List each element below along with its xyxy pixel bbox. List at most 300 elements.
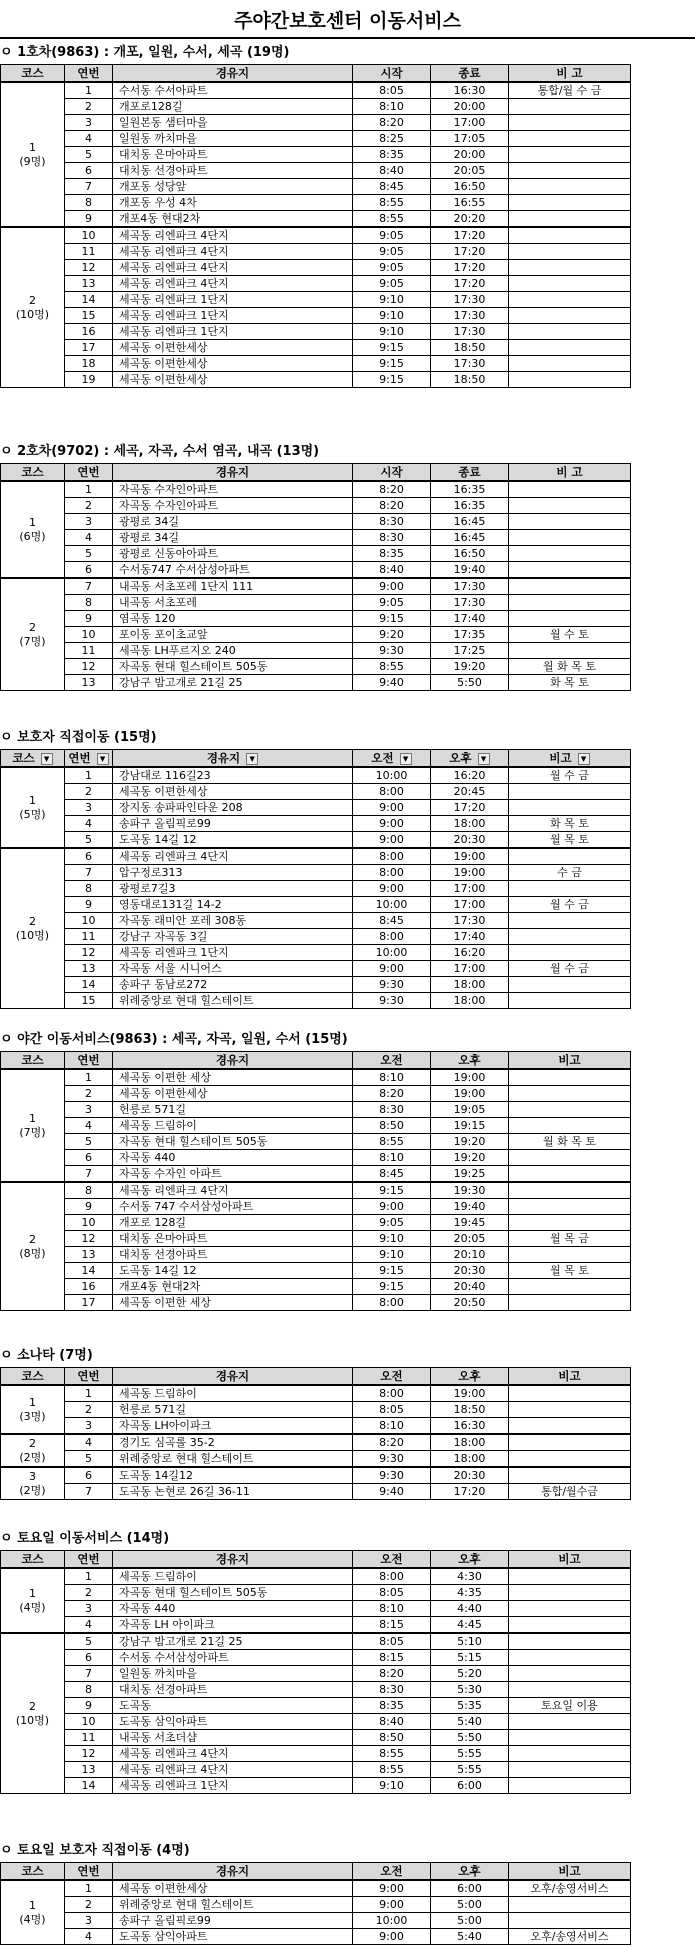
seq-cell: 1 bbox=[65, 1385, 113, 1402]
end-time-cell: 19:05 bbox=[431, 1102, 509, 1118]
column-header bbox=[113, 750, 353, 768]
stop-cell: 세곡동 이편한세상 bbox=[113, 784, 353, 800]
start-time-cell: 8:10 bbox=[353, 1069, 431, 1086]
end-time-cell: 17:20 bbox=[431, 244, 509, 260]
stop-cell: 위례중앙로 현대 힐스테이트 bbox=[113, 993, 353, 1009]
seq-cell: 2 bbox=[65, 99, 113, 115]
start-time-cell: 8:30 bbox=[353, 1682, 431, 1698]
note-cell: 월 수 금 bbox=[509, 961, 631, 977]
note-cell bbox=[509, 372, 631, 388]
table-row bbox=[1, 1714, 631, 1730]
note-cell bbox=[509, 1150, 631, 1166]
note-cell bbox=[509, 1682, 631, 1698]
note-cell: 월 화 목 토 bbox=[509, 1134, 631, 1150]
seq-cell: 12 bbox=[65, 1746, 113, 1762]
end-time-cell: 20:20 bbox=[431, 211, 509, 228]
start-time-cell: 9:00 bbox=[353, 1880, 431, 1897]
end-time-cell: 6:00 bbox=[431, 1880, 509, 1897]
end-time-cell: 5:40 bbox=[431, 1929, 509, 1945]
end-time-cell: 19:00 bbox=[431, 1385, 509, 1402]
stop-cell: 세곡동 이편한세상 bbox=[113, 372, 353, 388]
column-header bbox=[509, 1368, 631, 1386]
seq-cell: 3 bbox=[65, 800, 113, 816]
table-row bbox=[1, 481, 631, 498]
column-header bbox=[1, 1551, 65, 1569]
filter-dropdown-icon[interactable]: ▼ bbox=[478, 753, 490, 765]
column-header-label: 오전 bbox=[380, 1864, 403, 1878]
filter-dropdown-icon[interactable]: ▼ bbox=[41, 753, 53, 765]
note-cell bbox=[509, 578, 631, 595]
stop-cell: 포이동 포이초교앞 bbox=[113, 627, 353, 643]
end-time-cell: 20:30 bbox=[431, 832, 509, 849]
stop-cell: 송파구 올림픽로99 bbox=[113, 1913, 353, 1929]
column-header bbox=[431, 1863, 509, 1881]
seq-cell: 14 bbox=[65, 1263, 113, 1279]
table-row bbox=[1, 1601, 631, 1617]
table-row bbox=[1, 816, 631, 832]
section-title: ㅇ 토요일 이동서비스 (14명) bbox=[0, 1531, 170, 1546]
seq-cell: 13 bbox=[65, 276, 113, 292]
column-header-label: 경유지 bbox=[215, 1053, 250, 1067]
note-cell bbox=[509, 227, 631, 244]
seq-cell: 8 bbox=[65, 195, 113, 211]
course-label: 1 bbox=[29, 515, 36, 529]
end-time-cell: 17:20 bbox=[431, 800, 509, 816]
course-label: 3 bbox=[29, 1469, 36, 1483]
title-divider bbox=[0, 37, 695, 39]
seq-cell: 4 bbox=[65, 1929, 113, 1945]
table-row bbox=[1, 659, 631, 675]
start-time-cell: 9:00 bbox=[353, 578, 431, 595]
column-header-label: 시작 bbox=[380, 465, 403, 479]
table-row bbox=[1, 1166, 631, 1183]
start-time-cell: 8:20 bbox=[353, 498, 431, 514]
end-time-cell: 18:00 bbox=[431, 993, 509, 1009]
start-time-cell: 8:55 bbox=[353, 1746, 431, 1762]
schedule-table bbox=[0, 64, 631, 388]
course-cell bbox=[1, 1568, 65, 1633]
end-time-cell: 19:20 bbox=[431, 1134, 509, 1150]
end-time-cell: 16:45 bbox=[431, 514, 509, 530]
stop-cell: 개포동 성당앞 bbox=[113, 179, 353, 195]
start-time-cell: 8:10 bbox=[353, 99, 431, 115]
stop-cell: 경기도 심곡롤 35-2 bbox=[113, 1434, 353, 1451]
table-row bbox=[1, 1118, 631, 1134]
stop-cell: 도곡동 삼익아파트 bbox=[113, 1929, 353, 1945]
note-cell bbox=[509, 800, 631, 816]
column-header-label: 오후 bbox=[449, 751, 472, 765]
stop-cell: 내곡동 서초포레 bbox=[113, 595, 353, 611]
start-time-cell: 9:10 bbox=[353, 1247, 431, 1263]
table-header-row bbox=[1, 750, 631, 768]
table-row bbox=[1, 324, 631, 340]
section bbox=[0, 1345, 630, 1500]
table-row bbox=[1, 131, 631, 147]
filter-dropdown-icon[interactable]: ▼ bbox=[246, 753, 258, 765]
stop-cell: 자곡동 현대 힐스테이트 505동 bbox=[113, 659, 353, 675]
seq-cell: 4 bbox=[65, 1434, 113, 1451]
table-row bbox=[1, 929, 631, 945]
filter-dropdown-icon[interactable]: ▼ bbox=[578, 753, 590, 765]
section-title: ㅇ 1호차(9863) : 개포, 일원, 수서, 세곡 (19명) bbox=[0, 45, 290, 60]
seq-cell: 14 bbox=[65, 977, 113, 993]
table-row bbox=[1, 1199, 631, 1215]
seq-cell: 4 bbox=[65, 816, 113, 832]
end-time-cell: 19:30 bbox=[431, 1182, 509, 1199]
column-header bbox=[509, 65, 631, 83]
stop-cell: 자곡동 서울 시니어스 bbox=[113, 961, 353, 977]
end-time-cell: 19:45 bbox=[431, 1215, 509, 1231]
start-time-cell: 8:10 bbox=[353, 1601, 431, 1617]
end-time-cell: 19:20 bbox=[431, 659, 509, 675]
end-time-cell: 5:00 bbox=[431, 1913, 509, 1929]
table-row bbox=[1, 514, 631, 530]
stop-cell: 광평로7길3 bbox=[113, 881, 353, 897]
stop-cell: 세곡동 리엔파크 1단지 bbox=[113, 308, 353, 324]
seq-cell: 5 bbox=[65, 1134, 113, 1150]
course-label: 1 bbox=[29, 793, 36, 807]
schedule-table bbox=[0, 1550, 631, 1794]
seq-cell: 9 bbox=[65, 211, 113, 228]
column-header-label: 오전 bbox=[380, 1552, 403, 1566]
stop-cell: 강남구 밤고개로 21길 25 bbox=[113, 1633, 353, 1650]
stop-cell: 세곡동 리엔파크 1단지 bbox=[113, 945, 353, 961]
start-time-cell: 9:30 bbox=[353, 1451, 431, 1468]
end-time-cell: 19:00 bbox=[431, 1069, 509, 1086]
end-time-cell: 20:50 bbox=[431, 1295, 509, 1311]
stop-cell: 송파구 동남로272 bbox=[113, 977, 353, 993]
column-header-label: 연번 bbox=[77, 1864, 100, 1878]
start-time-cell: 8:40 bbox=[353, 1714, 431, 1730]
seq-cell: 5 bbox=[65, 1633, 113, 1650]
end-time-cell: 5:20 bbox=[431, 1666, 509, 1682]
start-time-cell: 8:15 bbox=[353, 1617, 431, 1634]
note-cell bbox=[509, 340, 631, 356]
course-label: 2 bbox=[29, 1436, 36, 1450]
column-header bbox=[65, 750, 113, 768]
end-time-cell: 17:30 bbox=[431, 308, 509, 324]
seq-cell: 8 bbox=[65, 595, 113, 611]
note-cell: 오후/송영서비스 bbox=[509, 1929, 631, 1945]
column-header bbox=[113, 1368, 353, 1386]
start-time-cell: 10:00 bbox=[353, 767, 431, 784]
start-time-cell: 9:00 bbox=[353, 1897, 431, 1913]
column-header-label: 연번 bbox=[77, 1053, 100, 1067]
stop-cell: 세곡동 이편한 세상 bbox=[113, 1295, 353, 1311]
note-cell: 통합/월 수 금 bbox=[509, 82, 631, 99]
seq-cell: 1 bbox=[65, 1069, 113, 1086]
schedule-table bbox=[0, 749, 631, 1009]
table-row bbox=[1, 627, 631, 643]
note-cell bbox=[509, 1633, 631, 1650]
course-label: 1 bbox=[29, 1586, 36, 1600]
seq-cell: 8 bbox=[65, 1182, 113, 1199]
column-header-label: 오후 bbox=[458, 1552, 481, 1566]
seq-cell: 13 bbox=[65, 1247, 113, 1263]
stop-cell: 세곡동 리엔파크 4단지 bbox=[113, 1762, 353, 1778]
note-cell bbox=[509, 481, 631, 498]
table-row bbox=[1, 865, 631, 881]
column-header bbox=[353, 1863, 431, 1881]
end-time-cell: 17:30 bbox=[431, 913, 509, 929]
end-time-cell: 18:00 bbox=[431, 816, 509, 832]
stop-cell: 수서동 747 수서삼성아파트 bbox=[113, 1199, 353, 1215]
seq-cell: 3 bbox=[65, 1418, 113, 1435]
note-cell bbox=[509, 308, 631, 324]
seq-cell: 15 bbox=[65, 308, 113, 324]
note-cell bbox=[509, 848, 631, 865]
end-time-cell: 4:45 bbox=[431, 1617, 509, 1634]
stop-cell: 개포동 우성 4차 bbox=[113, 195, 353, 211]
stop-cell: 세곡동 이편한세상 bbox=[113, 1880, 353, 1897]
seq-cell: 13 bbox=[65, 675, 113, 691]
note-cell bbox=[509, 1451, 631, 1468]
stop-cell: 자곡동 수자인아파트 bbox=[113, 481, 353, 498]
section-title: ㅇ 2호차(9702) : 세곡, 자곡, 수서 염곡, 내곡 (13명) bbox=[0, 444, 320, 459]
seq-cell: 6 bbox=[65, 848, 113, 865]
seq-cell: 4 bbox=[65, 1617, 113, 1634]
table-row bbox=[1, 643, 631, 659]
start-time-cell: 9:00 bbox=[353, 881, 431, 897]
start-time-cell: 9:10 bbox=[353, 1231, 431, 1247]
seq-cell: 16 bbox=[65, 324, 113, 340]
end-time-cell: 17:00 bbox=[431, 115, 509, 131]
start-time-cell: 9:40 bbox=[353, 1484, 431, 1500]
end-time-cell: 5:30 bbox=[431, 1682, 509, 1698]
seq-cell: 10 bbox=[65, 1714, 113, 1730]
column-header-label: 연번 bbox=[68, 751, 91, 765]
note-cell bbox=[509, 1295, 631, 1311]
note-cell: 월 수 금 bbox=[509, 897, 631, 913]
end-time-cell: 6:00 bbox=[431, 1778, 509, 1794]
start-time-cell: 9:05 bbox=[353, 1215, 431, 1231]
stop-cell: 대치동 은마아파트 bbox=[113, 1231, 353, 1247]
course-cell bbox=[1, 578, 65, 691]
seq-cell: 5 bbox=[65, 832, 113, 849]
note-cell: 수 금 bbox=[509, 865, 631, 881]
stop-cell: 세곡동 이편한세상 bbox=[113, 340, 353, 356]
start-time-cell: 8:00 bbox=[353, 1295, 431, 1311]
seq-cell: 2 bbox=[65, 1585, 113, 1601]
note-cell bbox=[509, 993, 631, 1009]
start-time-cell: 9:15 bbox=[353, 340, 431, 356]
table-row bbox=[1, 530, 631, 546]
filter-dropdown-icon[interactable]: ▼ bbox=[97, 753, 109, 765]
stop-cell: 자곡동 LH아이파크 bbox=[113, 1418, 353, 1435]
start-time-cell: 10:00 bbox=[353, 1913, 431, 1929]
schedule-table bbox=[0, 1862, 631, 1945]
section-title: ㅇ 토요일 보호자 직접이동 (4명) bbox=[0, 1843, 190, 1858]
start-time-cell: 8:55 bbox=[353, 1134, 431, 1150]
end-time-cell: 17:20 bbox=[431, 227, 509, 244]
end-time-cell: 16:50 bbox=[431, 179, 509, 195]
stop-cell: 세곡동 이편한세상 bbox=[113, 356, 353, 372]
end-time-cell: 20:10 bbox=[431, 1247, 509, 1263]
column-header-label: 시작 bbox=[380, 66, 403, 80]
stop-cell: 세곡동 리엔파크 1단지 bbox=[113, 292, 353, 308]
start-time-cell: 10:00 bbox=[353, 897, 431, 913]
start-time-cell: 9:05 bbox=[353, 227, 431, 244]
stop-cell: 송파구 올림픽로99 bbox=[113, 816, 353, 832]
end-time-cell: 20:45 bbox=[431, 784, 509, 800]
note-cell: 화 목 토 bbox=[509, 675, 631, 691]
seq-cell: 7 bbox=[65, 865, 113, 881]
column-header-label: 연번 bbox=[77, 1552, 100, 1566]
seq-cell: 7 bbox=[65, 179, 113, 195]
start-time-cell: 8:20 bbox=[353, 481, 431, 498]
seq-cell: 6 bbox=[65, 163, 113, 179]
note-cell bbox=[509, 1215, 631, 1231]
end-time-cell: 5:00 bbox=[431, 1897, 509, 1913]
table-row bbox=[1, 1730, 631, 1746]
stop-cell: 자곡동 440 bbox=[113, 1601, 353, 1617]
table-row bbox=[1, 546, 631, 562]
table-row bbox=[1, 1279, 631, 1295]
seq-cell: 8 bbox=[65, 881, 113, 897]
table-row bbox=[1, 99, 631, 115]
column-header bbox=[65, 1863, 113, 1881]
note-cell: 통합/월수금 bbox=[509, 1484, 631, 1500]
course-label: 1 bbox=[29, 1111, 36, 1125]
seq-cell: 12 bbox=[65, 945, 113, 961]
seq-cell: 9 bbox=[65, 1698, 113, 1714]
course-label: (7명) bbox=[19, 1125, 46, 1139]
note-cell bbox=[509, 1714, 631, 1730]
column-header-label: 오후 bbox=[458, 1053, 481, 1067]
end-time-cell: 16:30 bbox=[431, 82, 509, 99]
note-cell bbox=[509, 1086, 631, 1102]
start-time-cell: 9:15 bbox=[353, 356, 431, 372]
end-time-cell: 17:00 bbox=[431, 897, 509, 913]
start-time-cell: 10:00 bbox=[353, 945, 431, 961]
end-time-cell: 17:40 bbox=[431, 929, 509, 945]
course-cell bbox=[1, 848, 65, 1009]
column-header-label: 비고 bbox=[558, 1864, 581, 1878]
table-row bbox=[1, 1182, 631, 1199]
end-time-cell: 19:15 bbox=[431, 1118, 509, 1134]
course-label: 1 bbox=[29, 1898, 36, 1912]
start-time-cell: 9:10 bbox=[353, 1778, 431, 1794]
table-row bbox=[1, 356, 631, 372]
column-header bbox=[431, 65, 509, 83]
stop-cell: 세곡동 리엔파크 4단지 bbox=[113, 244, 353, 260]
stop-cell: 수서동 수서삼성아파트 bbox=[113, 1650, 353, 1666]
seq-cell: 9 bbox=[65, 1199, 113, 1215]
table-row bbox=[1, 1434, 631, 1451]
seq-cell: 5 bbox=[65, 546, 113, 562]
start-time-cell: 9:15 bbox=[353, 372, 431, 388]
table-header-row bbox=[1, 1368, 631, 1386]
end-time-cell: 5:40 bbox=[431, 1714, 509, 1730]
table-row bbox=[1, 1086, 631, 1102]
end-time-cell: 18:50 bbox=[431, 1402, 509, 1418]
table-row bbox=[1, 498, 631, 514]
start-time-cell: 9:40 bbox=[353, 675, 431, 691]
end-time-cell: 5:50 bbox=[431, 675, 509, 691]
stop-cell: 내곡동 서초더샵 bbox=[113, 1730, 353, 1746]
start-time-cell: 8:35 bbox=[353, 546, 431, 562]
note-cell bbox=[509, 530, 631, 546]
seq-cell: 7 bbox=[65, 1166, 113, 1183]
note-cell bbox=[509, 1650, 631, 1666]
table-row bbox=[1, 1418, 631, 1435]
start-time-cell: 9:30 bbox=[353, 993, 431, 1009]
note-cell: 화 목 토 bbox=[509, 816, 631, 832]
stop-cell: 세곡동 리엔파크 4단지 bbox=[113, 1746, 353, 1762]
seq-cell: 6 bbox=[65, 1650, 113, 1666]
start-time-cell: 9:05 bbox=[353, 595, 431, 611]
stop-cell: 장지동 송파파인타운 208 bbox=[113, 800, 353, 816]
end-time-cell: 16:55 bbox=[431, 195, 509, 211]
column-header-label: 비고 bbox=[558, 1552, 581, 1566]
table-row bbox=[1, 1231, 631, 1247]
seq-cell: 11 bbox=[65, 244, 113, 260]
stop-cell: 압구정로313 bbox=[113, 865, 353, 881]
column-header-label: 비고 bbox=[558, 1053, 581, 1067]
stop-cell: 개포4동 현대2차 bbox=[113, 211, 353, 228]
filter-dropdown-icon[interactable]: ▼ bbox=[400, 753, 412, 765]
table-row bbox=[1, 897, 631, 913]
stop-cell: 내곡동 서초포레 1단지 111 bbox=[113, 578, 353, 595]
note-cell bbox=[509, 131, 631, 147]
seq-cell: 2 bbox=[65, 498, 113, 514]
course-cell bbox=[1, 1467, 65, 1500]
seq-cell: 2 bbox=[65, 1402, 113, 1418]
stop-cell: 세곡동 리엔파크 4단지 bbox=[113, 1182, 353, 1199]
start-time-cell: 8:45 bbox=[353, 1166, 431, 1183]
column-header bbox=[65, 1551, 113, 1569]
end-time-cell: 17:30 bbox=[431, 578, 509, 595]
stop-cell: 세곡동 LH푸르지오 240 bbox=[113, 643, 353, 659]
table-row bbox=[1, 800, 631, 816]
note-cell bbox=[509, 276, 631, 292]
seq-cell: 6 bbox=[65, 562, 113, 579]
column-header-label: 경유지 bbox=[215, 1552, 250, 1566]
end-time-cell: 5:55 bbox=[431, 1762, 509, 1778]
section-title: ㅇ 보호자 직접이동 (15명) bbox=[0, 730, 157, 745]
column-header-label: 오전 bbox=[380, 1369, 403, 1383]
table-row bbox=[1, 1134, 631, 1150]
column-header-label: 코스 bbox=[21, 1552, 44, 1566]
stop-cell: 세곡동 드림하이 bbox=[113, 1385, 353, 1402]
stop-cell: 개포로128길 bbox=[113, 99, 353, 115]
note-cell bbox=[509, 945, 631, 961]
note-cell bbox=[509, 1118, 631, 1134]
seq-cell: 1 bbox=[65, 82, 113, 99]
stop-cell: 대치동 선경아파트 bbox=[113, 163, 353, 179]
end-time-cell: 17:20 bbox=[431, 1484, 509, 1500]
table-row bbox=[1, 1897, 631, 1913]
stop-cell: 세곡동 리엔파크 4단지 bbox=[113, 227, 353, 244]
end-time-cell: 16:20 bbox=[431, 945, 509, 961]
end-time-cell: 16:20 bbox=[431, 767, 509, 784]
course-label: 2 bbox=[29, 1699, 36, 1713]
column-header bbox=[353, 1551, 431, 1569]
note-cell bbox=[509, 643, 631, 659]
seq-cell: 5 bbox=[65, 147, 113, 163]
course-label: (3명) bbox=[19, 1409, 46, 1423]
start-time-cell: 8:50 bbox=[353, 1730, 431, 1746]
table-row bbox=[1, 1069, 631, 1086]
seq-cell: 11 bbox=[65, 643, 113, 659]
stop-cell: 수서동747 수서삼성아파트 bbox=[113, 562, 353, 579]
table-row bbox=[1, 1295, 631, 1311]
column-header bbox=[509, 1052, 631, 1070]
table-row bbox=[1, 1698, 631, 1714]
table-row bbox=[1, 1247, 631, 1263]
start-time-cell: 9:00 bbox=[353, 800, 431, 816]
table-row bbox=[1, 977, 631, 993]
